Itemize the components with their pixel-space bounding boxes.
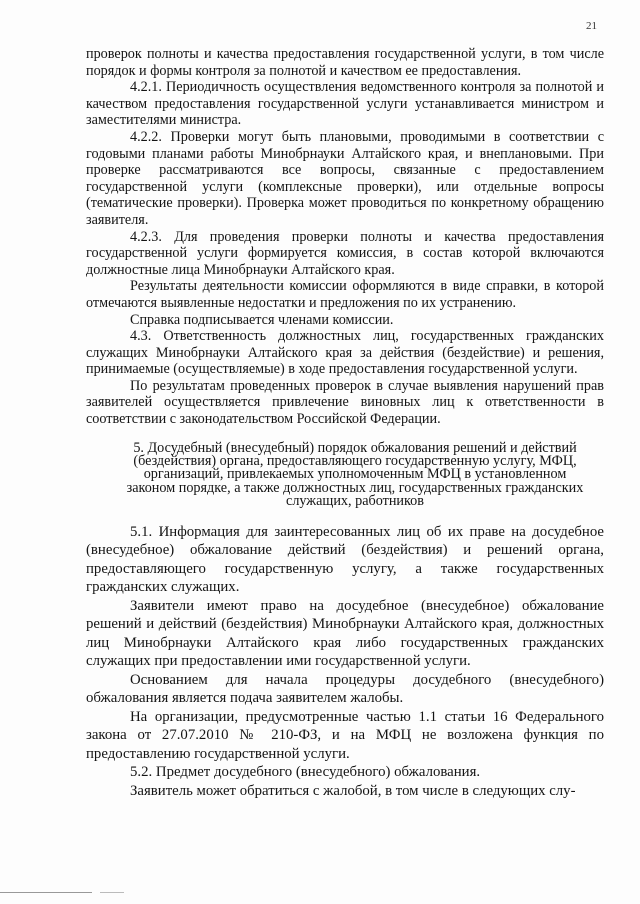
paragraph-continuation: проверок полноты и качества предоставления государственной услуги, в том числе порядок и формы контроля за полнотой и качеством ее предоставления. [86, 46, 604, 79]
scan-artifact-line [0, 892, 92, 893]
paragraph-5-1: 5.1. Информация для заинтересованных лиц об их праве на досудебное (внесудебное) обжалование действий (бездействия) и решений органа, предоставляющего государственную услугу, а также государственных гражданских служащих. [86, 523, 604, 596]
paragraph-organizations: На организации, предусмотренные частью 1.1 статьи 16 Федерального закона от 27.07.2010 № 210-ФЗ, и на МФЦ не возложена функция по предоставлению государственной услуги. [86, 708, 604, 762]
paragraph-inspection-results: По результатам проведенных проверок в случае выявления нарушений прав заявителей осуществляется привлечение виновных лиц к ответственности в соответствии с законодательством Российской Федерации. [86, 377, 604, 428]
paragraph-basis-appeal: Основанием для начала процедуры досудебного (внесудебного) обжалования является подача заявителем жалобы. [86, 671, 604, 707]
paragraph-applicants-right: Заявители имеют право на досудебное (внесудебное) обжалование решений и действий (бездействия) Минобрнауки Алтайского края, должностных лиц Минобрнауки Алтайского края либо государственных гражданских служащих при предоставлении ими государственной услуги. [86, 597, 604, 670]
section-5-body [86, 523, 604, 801]
paragraph-commission-results: Результаты деятельности комиссии оформляются в виде справки, в которой отмечаются выявленные недостатки и предложения по их устранению. [86, 278, 604, 311]
paragraph-5-2: 5.2. Предмет досудебного (внесудебного) обжалования. [130, 764, 481, 781]
paragraph-certificate-signed: Справка подписывается членами комиссии. [130, 311, 394, 328]
scan-artifact-line [100, 892, 124, 893]
paragraph-4-2-2: 4.2.2. Проверки могут быть плановыми, проводимыми в соответствии с годовыми планами работы Минобрнауки Алтайского края, и внеплановыми. При проверке рассматриваются все вопросы, связанные с предоставлением государственной услуги (комплексные проверки), или отдельные вопросы (тематические проверки). Проверка может проводиться по конкретному обращению заявителя. [86, 128, 604, 228]
paragraph-4-2-1: 4.2.1. Периодичность осуществления ведомственного контроля за полнотой и качеством предоставления государственной услуги устанавливается министром и заместителями министра. [86, 79, 604, 129]
paragraph-applicant-complaint: Заявитель может обратиться с жалобой, в том числе в следующих слу- [130, 782, 576, 799]
paragraph-4-3: 4.3. Ответственность должностных лиц, государственных гражданских служащих Минобрнауки Алтайского края за действия (бездействие) и решения, принимаемые (осуществляемые) в ходе предоставления государственной услуги. [86, 328, 604, 378]
paragraph-4-2-3: 4.2.3. Для проведения проверки полноты и качества предоставления государственной услуги формируется комиссия, в состав которой включаются должностные лица Минобрнауки Алтайского края. [86, 228, 604, 278]
document-body [86, 46, 604, 800]
page-number: 21 [586, 20, 597, 32]
section-5-heading: 5. Досудебный (внесудебный) порядок обжалования решений и действий (бездействия) органа, предоставляющего государственную услугу, МФЦ, организаций, привлекаемых уполномоченным МФЦ в установленном законом порядке, а также должностных лиц, государственных гражданских служащих, работников [126, 439, 584, 510]
